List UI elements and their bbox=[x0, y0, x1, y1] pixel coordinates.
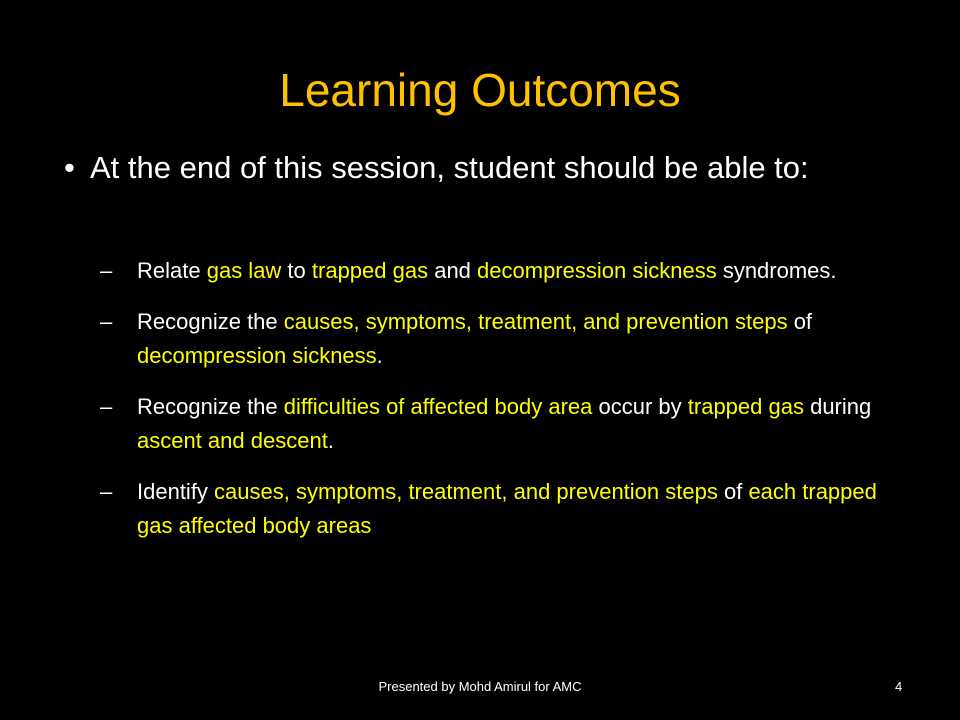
outcome-text: and bbox=[428, 258, 478, 283]
highlighted-text: each trapped gas affected body areas bbox=[137, 479, 877, 538]
bullet-glyph: • bbox=[64, 150, 75, 185]
outcome-text: Recognize the bbox=[137, 309, 284, 334]
outcome-text: syndromes. bbox=[716, 258, 837, 283]
outcome-item bbox=[100, 254, 907, 288]
dash-glyph: – bbox=[100, 479, 113, 504]
outcome-item bbox=[100, 390, 907, 458]
highlighted-text: difficulties of affected body area bbox=[283, 394, 593, 419]
outcome-text: Relate bbox=[137, 258, 207, 283]
outcome-text: . bbox=[327, 428, 334, 453]
highlighted-text: trapped gas bbox=[311, 258, 429, 283]
outcome-text: of bbox=[717, 479, 749, 504]
outcome-text: Recognize the bbox=[137, 394, 284, 419]
page-number: 4 bbox=[895, 679, 903, 694]
outcome-text: to bbox=[281, 258, 312, 283]
dash-glyph: – bbox=[100, 309, 113, 334]
outcome-text: . bbox=[376, 343, 383, 368]
highlighted-text: gas law bbox=[206, 258, 282, 283]
dash-glyph: – bbox=[100, 258, 113, 283]
highlighted-text: causes, symptoms, treatment, and prevention steps bbox=[283, 309, 788, 334]
highlighted-text: trapped gas bbox=[687, 394, 804, 419]
footer-text: Presented by Mohd Amirul for AMC bbox=[378, 679, 582, 694]
highlighted-text: ascent and descent bbox=[137, 428, 328, 453]
outcome-item bbox=[100, 475, 907, 543]
outcomes-list bbox=[100, 254, 907, 560]
highlighted-text: decompression sickness bbox=[477, 258, 717, 283]
intro-bullet bbox=[64, 145, 890, 191]
outcome-text: occur by bbox=[592, 394, 688, 419]
outcome-text: of bbox=[787, 309, 813, 334]
highlighted-text: decompression sickness bbox=[137, 343, 377, 368]
highlighted-text: causes, symptoms, treatment, and prevention steps bbox=[214, 479, 718, 504]
intro-text: At the end of this session, student should be able to: bbox=[90, 150, 809, 185]
outcome-text: Identify bbox=[137, 479, 215, 504]
outcome-item bbox=[100, 305, 907, 373]
slide-title: Learning Outcomes bbox=[279, 64, 681, 116]
outcome-text: during bbox=[803, 394, 872, 419]
dash-glyph: – bbox=[100, 394, 113, 419]
